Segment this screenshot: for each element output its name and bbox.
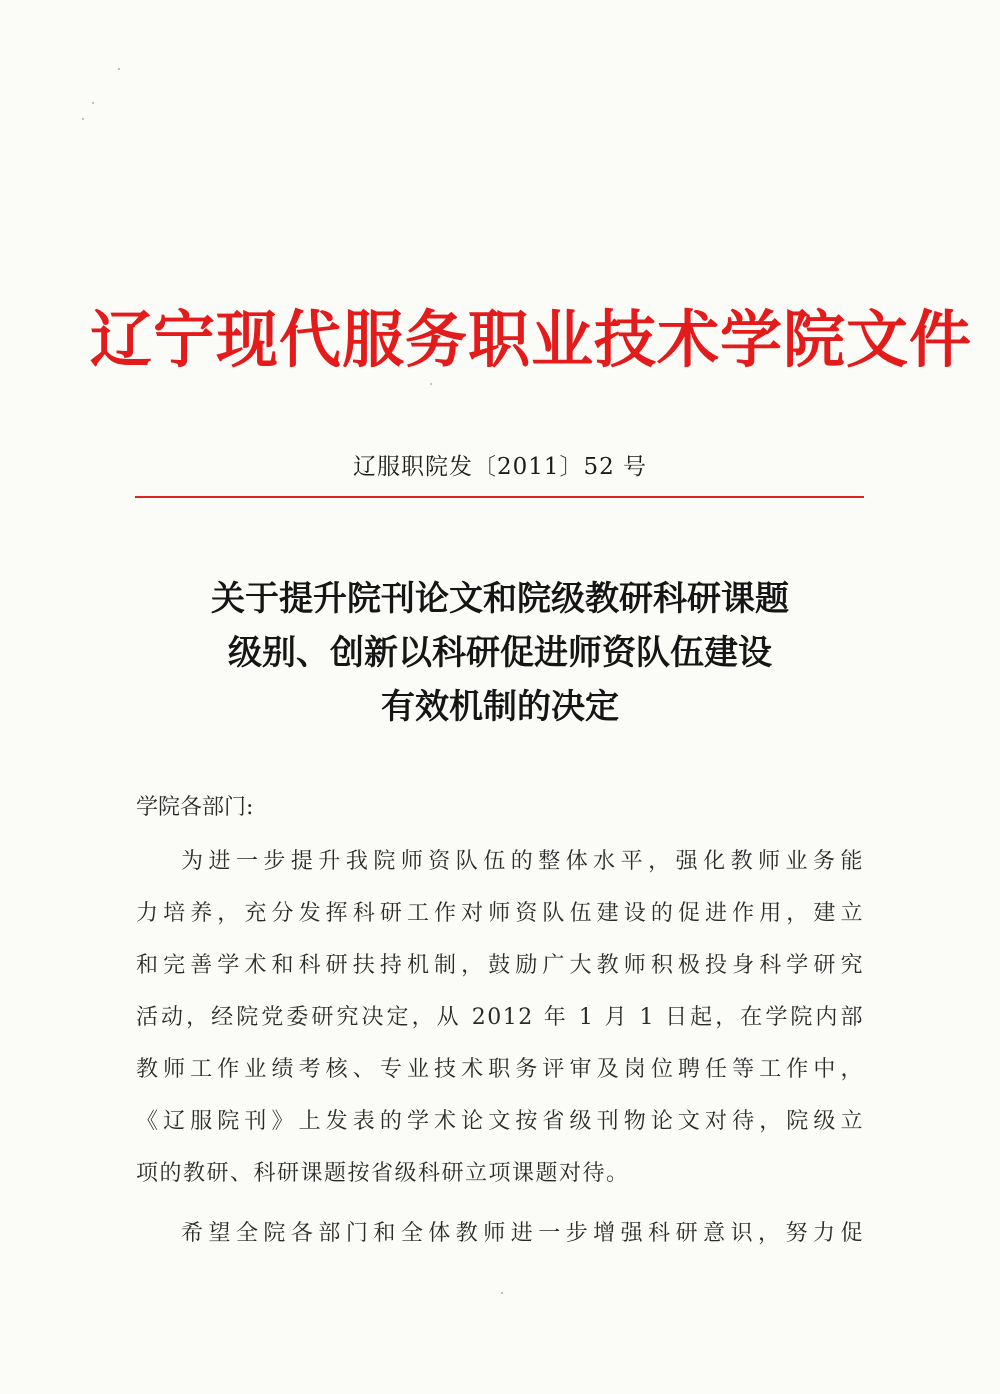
paragraph-line: 希望全院各部门和全体教师进一步增强科研意识，努力促: [181, 1221, 864, 1246]
title-line: 关于提升院刊论文和院级教研科研课题: [211, 579, 789, 619]
paragraph-line: 《辽服院刊》上发表的学术论文按省级刊物论文对待，院级立: [136, 1109, 864, 1134]
title-line: 有效机制的决定: [381, 687, 619, 727]
paragraph-2: [136, 1208, 864, 1260]
document-title: [100, 572, 900, 734]
paragraph-line: 和完善学术和科研扶持机制，鼓励广大教师积极投身科学研究: [136, 953, 864, 978]
paragraph-1: [136, 836, 864, 1200]
paragraph-line: 力培养，充分发挥科研工作对师资队伍建设的促进作用，建立: [136, 901, 864, 926]
document-number: 辽服职院发〔2011〕52 号: [352, 454, 648, 480]
paragraph-line: 项的教研、科研课题按省级科研立项课题对待。: [136, 1161, 630, 1186]
red-divider: [135, 496, 864, 498]
document-body: [136, 780, 864, 1260]
salutation: 学院各部门:: [136, 795, 254, 820]
paragraph-line: 为进一步提升我院师资队伍的整体水平，强化教师业务能: [181, 849, 864, 874]
paragraph-line: 活动，经院党委研究决定，从 2012 年 1 月 1 日起，在学院内部: [136, 1005, 864, 1030]
organization-title: 辽宁现代服务职业技术学院文件: [90, 303, 973, 376]
title-line: 级别、创新以科研促进师资队伍建设: [228, 633, 772, 673]
paragraph-line: 教师工作业绩考核、专业技术职务评审及岗位聘任等工作中，: [136, 1057, 864, 1082]
